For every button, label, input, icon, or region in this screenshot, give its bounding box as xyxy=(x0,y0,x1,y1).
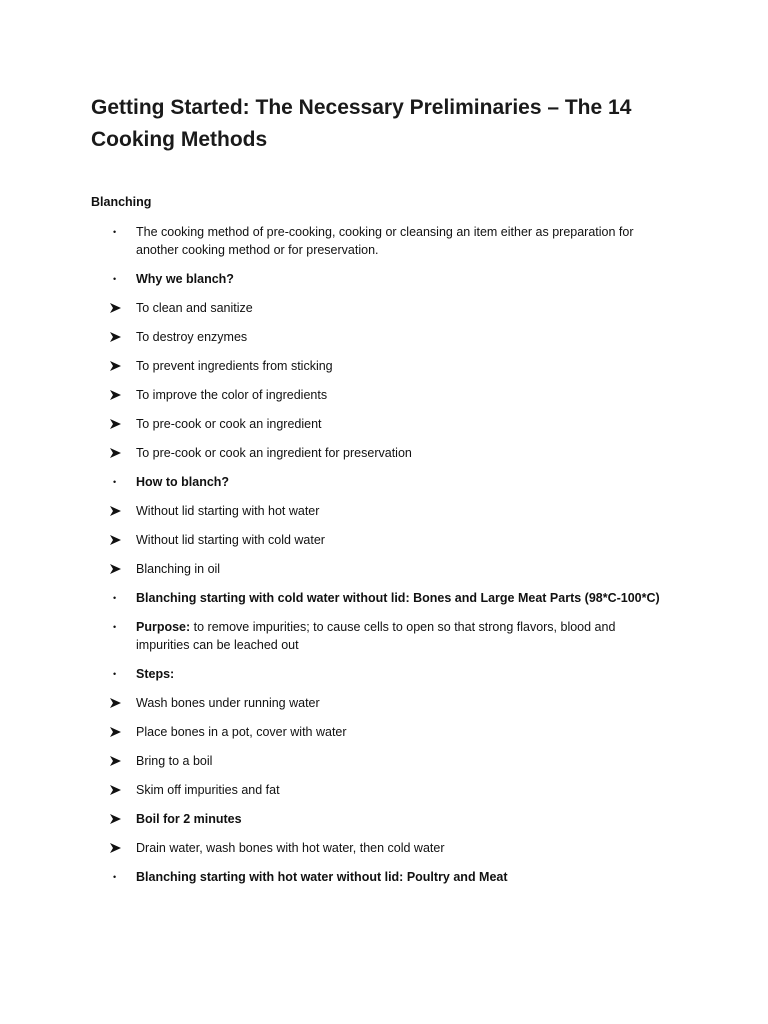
arrow-bullet-icon xyxy=(110,357,124,371)
list-item xyxy=(110,752,670,770)
item-text: To prevent ingredients from sticking xyxy=(136,359,333,373)
arrow-bullet-icon xyxy=(110,723,124,737)
item-text: Blanching starting with cold water without lid: Bones and Large Meat Parts (98*C-100*C) xyxy=(136,591,660,605)
bullet-icon: • xyxy=(113,477,117,487)
list-item xyxy=(110,618,670,654)
list-item xyxy=(110,589,670,607)
list-item xyxy=(110,665,670,683)
list-item xyxy=(110,781,670,799)
item-text: Skim off impurities and fat xyxy=(136,783,280,797)
item-text: Drain water, wash bones with hot water, then cold water xyxy=(136,841,445,855)
arrow-bullet-icon xyxy=(110,810,124,824)
list-item xyxy=(110,357,670,375)
item-text: Blanching in oil xyxy=(136,562,221,576)
bullet-icon: • xyxy=(113,872,117,882)
item-text: The cooking method of pre-cooking, cooking or cleansing an item either as preparation for another cooking method or for preservation. xyxy=(136,225,634,257)
list-item xyxy=(110,531,670,549)
list-item xyxy=(110,299,670,317)
list-item xyxy=(110,473,670,491)
arrow-bullet-icon xyxy=(110,444,124,458)
list-item xyxy=(110,415,670,433)
item-list xyxy=(110,223,670,897)
item-text: Why we blanch? xyxy=(136,272,234,286)
bullet-icon: • xyxy=(113,274,117,284)
item-text: Wash bones under running water xyxy=(136,696,320,710)
item-text: Blanching starting with hot water without lid: Poultry and Meat xyxy=(136,870,508,884)
item-text: to remove impurities; to cause cells to open so that strong flavors, blood and impurities can be leached out xyxy=(136,620,616,652)
arrow-bullet-icon xyxy=(110,781,124,795)
item-text: To clean and sanitize xyxy=(136,301,253,315)
arrow-bullet-icon xyxy=(110,299,124,313)
item-text: Boil for 2 minutes xyxy=(136,812,242,826)
item-text: Without lid starting with cold water xyxy=(136,533,325,547)
item-text: To pre-cook or cook an ingredient xyxy=(136,417,322,431)
arrow-bullet-icon xyxy=(110,531,124,545)
item-text: To improve the color of ingredients xyxy=(136,388,328,402)
item-text: Bring to a boil xyxy=(136,754,213,768)
arrow-bullet-icon xyxy=(110,694,124,708)
item-label: Purpose: xyxy=(136,620,191,634)
list-item xyxy=(110,810,670,828)
item-text: To pre-cook or cook an ingredient for preservation xyxy=(136,446,412,460)
item-text: Without lid starting with hot water xyxy=(136,504,320,518)
list-item xyxy=(110,223,670,259)
item-text: How to blanch? xyxy=(136,475,230,489)
section-heading: Blanching xyxy=(91,195,152,209)
arrow-bullet-icon xyxy=(110,328,124,342)
document-title: Getting Started: The Necessary Preliminaries – The 14 Cooking Methods xyxy=(91,96,632,151)
arrow-bullet-icon xyxy=(110,560,124,574)
list-item xyxy=(110,386,670,404)
list-item xyxy=(110,502,670,520)
bullet-icon: • xyxy=(113,622,117,632)
arrow-bullet-icon xyxy=(110,502,124,516)
arrow-bullet-icon xyxy=(110,839,124,853)
list-item xyxy=(110,723,670,741)
item-text: Steps: xyxy=(136,667,175,681)
item-text: To destroy enzymes xyxy=(136,330,248,344)
list-item xyxy=(110,444,670,462)
list-item xyxy=(110,328,670,346)
bullet-icon: • xyxy=(113,669,117,679)
list-item xyxy=(110,839,670,857)
item-text: Place bones in a pot, cover with water xyxy=(136,725,347,739)
list-item xyxy=(110,868,670,886)
bullet-icon: • xyxy=(113,593,117,603)
list-item xyxy=(110,270,670,288)
arrow-bullet-icon xyxy=(110,752,124,766)
list-item xyxy=(110,560,670,578)
arrow-bullet-icon xyxy=(110,415,124,429)
list-item xyxy=(110,694,670,712)
bullet-icon: • xyxy=(113,227,117,237)
arrow-bullet-icon xyxy=(110,386,124,400)
